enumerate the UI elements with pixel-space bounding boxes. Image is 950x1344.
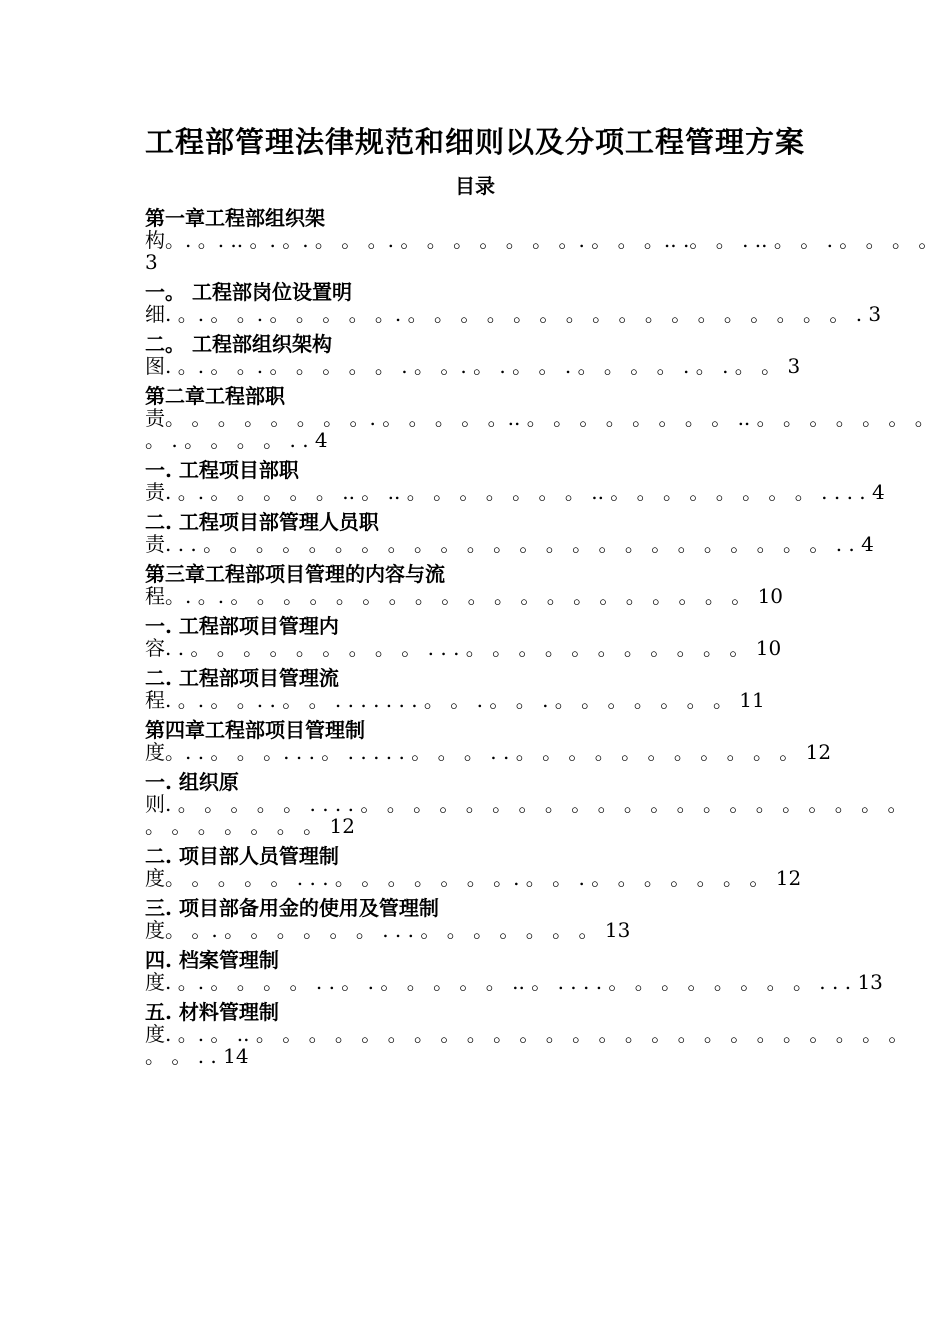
toc-entry-title: 二. 工程部项目管理流 — [145, 666, 339, 690]
toc-entry-title: 一。 工程部岗位设置明 — [145, 280, 352, 304]
toc-entry-leader: 细. 。. 。 。. 。 。 。 。 。. 。 。 。 。 。 。 。 。 。 。 。 。 。 。 。 。 。 . 3 — [145, 302, 882, 326]
toc-entry-title: 第一章工程部组织架 — [145, 206, 325, 230]
toc-entry-leader: 责。 。 。 。 。 。 。 。. 。 。 。 。 。.. 。 。 。 。 。 。 。 。 .. 。 。 。 。 。 。 。 — [145, 406, 935, 430]
toc-entry-leader: 。 。 . . 14 — [145, 1044, 249, 1068]
toc-entry[interactable] — [145, 206, 939, 274]
toc-entry-title: 一. 工程项目部职 — [145, 458, 299, 482]
toc-entry[interactable] — [145, 510, 874, 556]
toc-entry-title: 一. 工程部项目管理内 — [145, 614, 339, 638]
toc-entry-leader: 容. . 。 。 。 。 。 。 。 。 。 . . . 。 。 。 。 。 。 。 。 。 。 。 10 — [145, 636, 782, 660]
toc-entry-leader: 构。. 。. .. 。. 。. 。 。 。. 。 。 。 。 。 。 。. 。 。 。.. .。 。 . .. 。 。 . 。 。 。 。 — [145, 228, 939, 252]
toc-entry[interactable] — [145, 384, 935, 452]
toc-entry[interactable] — [145, 1000, 909, 1068]
toc-entry-title: 第四章工程部项目管理制 — [145, 718, 365, 742]
toc-entry-title: 五. 材料管理制 — [145, 1000, 279, 1024]
toc-entry-title: 二. 工程项目部管理人员职 — [145, 510, 379, 534]
document-title: 工程部管理法律规范和细则以及分项工程管理方案 — [144, 125, 805, 159]
toc-entry[interactable] — [145, 458, 885, 504]
toc-entry-title: 四. 档案管理制 — [145, 948, 279, 972]
toc-entry[interactable] — [145, 718, 832, 764]
toc-entry-leader: 。 . 。 。 。 。 . . 4 — [145, 428, 328, 452]
toc-entry-leader: 度. 。. 。 。 。 。 . . 。 . 。 。 。 。 。 .. 。 . . . . 。 。 。 。 。 。 。 。 . . . 13 — [145, 970, 883, 994]
toc-entry-leader: 度。. . 。 。 。. . . 。 . . . . . 。 。 。 . . 。 。 。 。 。 。 。 。 。 。 。 12 — [145, 740, 832, 764]
toc-entry-title: 第二章工程部职 — [145, 384, 285, 408]
table-of-contents — [145, 206, 939, 1075]
toc-entry[interactable] — [145, 280, 882, 326]
toc-entry[interactable] — [145, 845, 825, 889]
toc-entry-leader: 则. 。 。 。 。 。 . . . . 。 。 。 。 。 。 。 。 。 。 。 。 。 。 。 。 。 。 。 。 。 — [145, 792, 908, 816]
toc-heading: 目录 — [455, 174, 495, 198]
toc-entry-title: 三. 项目部备用金的使用及管理制 — [145, 896, 439, 920]
toc-entry[interactable] — [145, 897, 825, 941]
toc-entry-leader: 程. 。. 。 。. . 。 。 . . . . . . . 。 。 . 。 。 . 。 。 。 。 。 。 。 11 — [145, 688, 765, 712]
toc-entry[interactable] — [145, 770, 908, 838]
toc-entry-leader: 度. 。. 。 .. 。 。 。 。 。 。 。 。 。 。 。 。 。 。 。 。 。 。 。 。 。 。 。 。 。 — [145, 1022, 909, 1046]
toc-entry[interactable] — [145, 563, 825, 607]
toc-entry-leader: 责. . . 。 。 。 。 。 。 。 。 。 。 。 。 。 。 。 。 。 。 。 。 。 。 。 。 . . 4 — [145, 532, 874, 556]
toc-entry[interactable] — [145, 615, 825, 659]
toc-entry-title: 第三章工程部项目管理的内容与流 — [145, 562, 445, 586]
toc-entry-title: 二。 工程部组织架构 — [145, 332, 332, 356]
toc-entry-title: 一. 组织原 — [145, 770, 239, 794]
toc-entry[interactable] — [145, 948, 883, 994]
toc-entry[interactable] — [145, 667, 825, 711]
toc-entry-leader: 3 — [145, 250, 158, 274]
toc-entry-leader: 度。 。. 。 。 。 。 。 。 . . . 。 。 。 。 。 。 。 13 — [145, 918, 631, 942]
toc-entry-leader: 责. 。. 。 。 。 。 。 .. 。 .. 。 。 。 。 。 。 。 .. 。 。 。 。 。 。 。 。 . . . . 4 — [145, 480, 885, 504]
toc-entry-leader: 度。 。 。 。 。 . . . 。 。 。 。 。 。 。. 。 。 . 。 。 。 。 。 。 。 12 — [145, 866, 802, 890]
toc-entry-leader: 。 。 。 。 。 。 。 12 — [145, 814, 355, 838]
toc-entry-leader: 程。. 。. 。 。 。 。 。 。 。 。 。 。 。 。 。 。 。 。 。 。 。 。 10 — [145, 584, 784, 608]
toc-entry-leader: 图. 。. 。 。. 。 。 。 。 。 . 。 。. 。 . 。 。 . 。 。 。 。 . 。 . 。 。 3 — [145, 354, 801, 378]
toc-entry-title: 二. 项目部人员管理制 — [145, 844, 339, 868]
toc-entry[interactable] — [145, 333, 825, 377]
